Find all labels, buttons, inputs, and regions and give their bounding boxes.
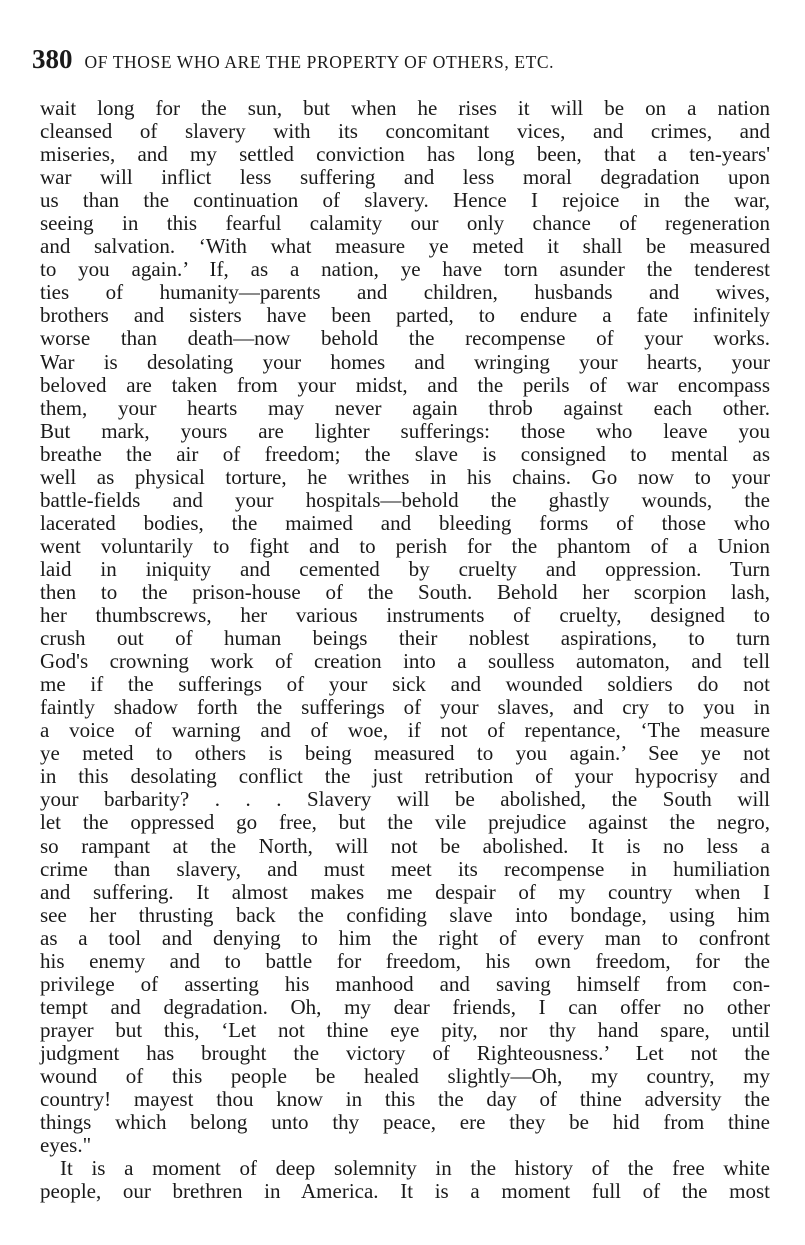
text-line: wound of this people be healed slightly—Oh, my country, my <box>40 1063 770 1088</box>
text-line: his enemy and to battle for freedom, his own freedom, for the <box>40 948 770 973</box>
text-line: wait long for the sun, but when he rises it will be on a nation <box>40 96 770 120</box>
text-line: us than the continuation of slavery. Hence I rejoice in the war, <box>40 188 770 213</box>
text-line: laid in iniquity and cemented by cruelty and oppression. Turn <box>40 556 770 581</box>
text-line: faintly shadow forth the sufferings of your slaves, and cry to you in <box>40 695 770 720</box>
text-line: tempt and degradation. Oh, my dear friends, I can offer no other <box>40 994 770 1019</box>
body-text <box>40 97 770 1203</box>
text-line: cleansed of slavery with its concomitant vices, and crimes, and <box>40 119 770 144</box>
text-line: eyes." <box>40 1133 92 1158</box>
text-line: ties of humanity—parents and children, husbands and wives, <box>40 280 770 305</box>
text-line: things which belong unto thy peace, ere they be hid from thine <box>40 1110 770 1135</box>
text-line: privilege of asserting his manhood and saving himself from con- <box>40 971 770 996</box>
text-line: country! mayest thou know in this the day of thine adversity the <box>40 1087 770 1112</box>
text-line: war will inflict less suffering and less moral degradation upon <box>40 165 770 190</box>
text-line: then to the prison-house of the South. Behold her scorpion lash, <box>40 579 770 604</box>
text-line: her thumbscrews, her various instruments of cruelty, designed to <box>40 603 770 628</box>
text-line: in this desolating conflict the just retribution of your hypocrisy and <box>40 764 770 789</box>
text-line: your barbarity? . . . Slavery will be abolished, the South will <box>40 787 770 812</box>
text-line: a voice of warning and of woe, if not of repentance, ‘The measure <box>40 718 770 743</box>
text-line: worse than death—now behold the recompense of your works. <box>40 326 770 351</box>
text-line: well as physical torture, he writhes in his chains. Go now to your <box>40 464 770 489</box>
text-line: as a tool and denying to him the right of every man to confront <box>40 925 770 950</box>
text-line: beloved are taken from your midst, and the perils of war encompass <box>40 372 770 397</box>
text-line: so rampant at the North, will not be abolished. It is no less a <box>40 833 770 858</box>
text-line: But mark, yours are lighter sufferings: those who leave you <box>40 418 770 443</box>
paragraph-start-line: It is a moment of deep solemnity in the history of the free white <box>60 1156 770 1181</box>
page-header <box>32 44 772 74</box>
text-line: miseries, and my settled conviction has long been, that a ten-years' <box>40 142 770 167</box>
text-line: and salvation. ‘With what measure ye meted it shall be measured <box>40 234 770 259</box>
text-line: lacerated bodies, the maimed and bleeding forms of those who <box>40 510 770 535</box>
text-line: crush out of human beings their noblest aspirations, to turn <box>40 626 770 651</box>
text-line: God's crowning work of creation into a soulless automaton, and tell <box>40 649 770 674</box>
text-line: them, your hearts may never again throb against each other. <box>40 395 770 420</box>
text-line: ye meted to others is being measured to you again.’ See ye not <box>40 741 770 766</box>
text-line: judgment has brought the victory of Righteousness.’ Let not the <box>40 1040 770 1065</box>
text-line: me if the sufferings of your sick and wounded soldiers do not <box>40 672 770 697</box>
text-line: War is desolating your homes and wringing your hearts, your <box>40 349 770 374</box>
text-line: brothers and sisters have been parted, to endure a fate infinitely <box>40 303 770 328</box>
text-line: prayer but this, ‘Let not thine eye pity, nor thy hand spare, until <box>40 1017 770 1042</box>
text-line: battle-fields and your hospitals—behold the ghastly wounds, the <box>40 487 770 512</box>
text-line: and suffering. It almost makes me despair of my country when I <box>40 879 770 904</box>
text-line: people, our brethren in America. It is a moment full of the most <box>40 1179 770 1204</box>
running-head: OF THOSE WHO ARE THE PROPERTY OF OTHERS, ETC. <box>84 52 555 72</box>
page-number: 380 <box>32 44 73 74</box>
text-line: see her thrusting back the confiding slave into bondage, using him <box>40 902 770 927</box>
text-line: seeing in this fearful calamity our only chance of regeneration <box>40 211 770 236</box>
text-line: went voluntarily to fight and to perish for the phantom of a Union <box>40 533 770 558</box>
text-line: crime than slavery, and must meet its recompense in humiliation <box>40 856 770 881</box>
text-line: to you again.’ If, as a nation, ye have torn asunder the tenderest <box>40 257 770 282</box>
text-line: breathe the air of freedom; the slave is consigned to mental as <box>40 441 770 466</box>
text-line: let the oppressed go free, but the vile prejudice against the negro, <box>40 810 770 835</box>
